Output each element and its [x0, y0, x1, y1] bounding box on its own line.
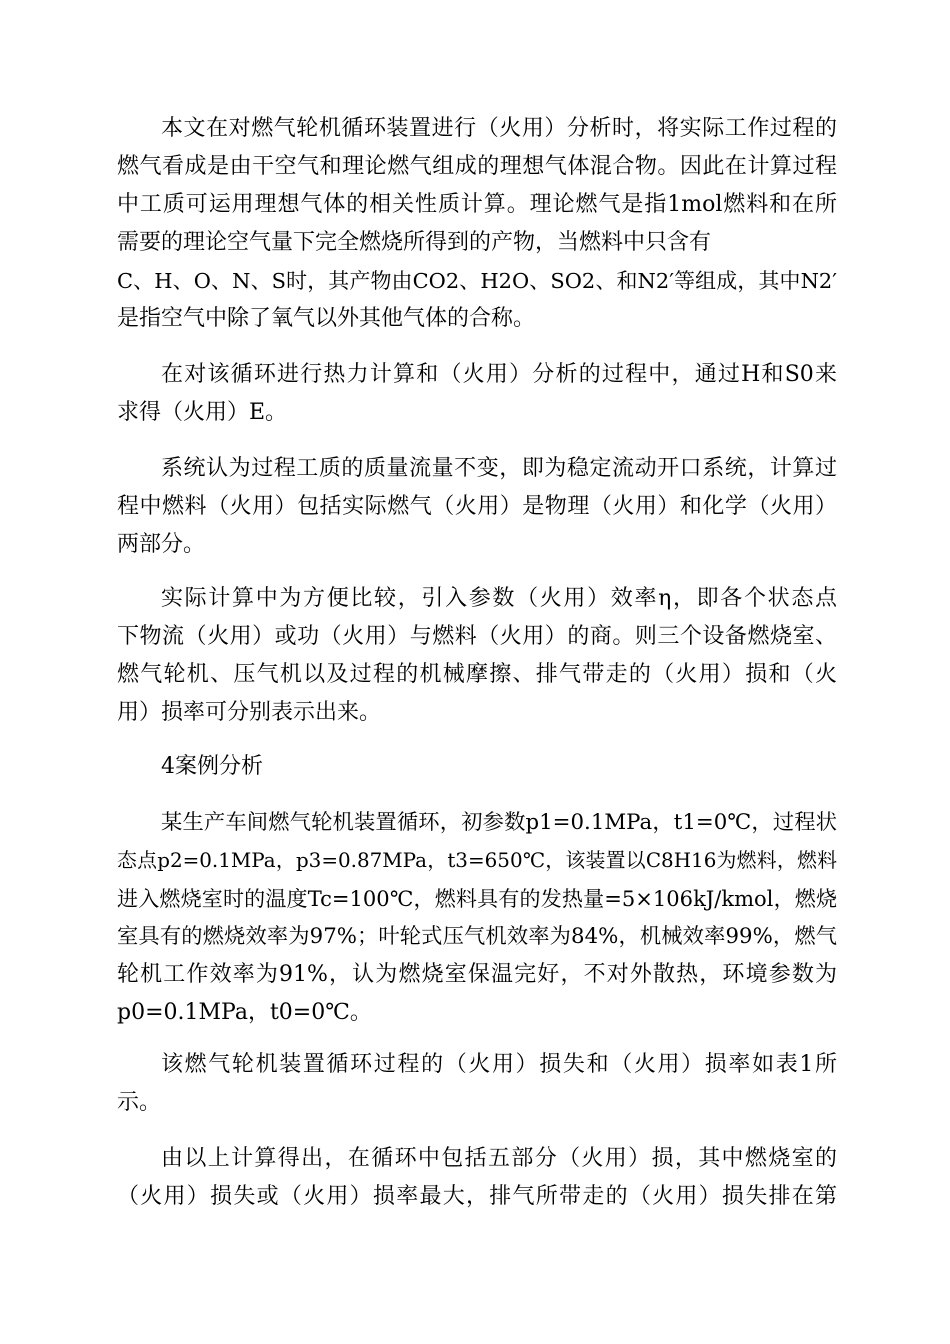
text-line: 两部分。 — [117, 532, 206, 557]
text-line: 实际计算中为方便比较，引入参数（火用）效率η，即各个状态点 — [161, 586, 837, 611]
text-line: 系统认为过程工质的质量流量不变，即为稳定流动开口系统，计算过 — [161, 456, 837, 481]
text-line: 某生产车间燃气轮机装置循环，初参数p1=0.1MPa，t1=0℃，过程状 — [161, 810, 837, 835]
paragraph-table-reference — [117, 1046, 837, 1122]
text-line: 轮机工作效率为91%，认为燃烧室保温完好，不对外散热，环境参数为 — [117, 962, 837, 987]
text-line: p0=0.1MPa，t0=0℃。 — [117, 1000, 372, 1025]
text-line: 是指空气中除了氧气以外其他气体的合称。 — [117, 306, 536, 331]
text-line: 示。 — [117, 1090, 162, 1115]
text-line: 求得（火用）E。 — [117, 400, 288, 425]
text-line: 进入燃烧室时的温度Tc=100℃，燃料具有的发热量=5×106kJ/kmol，燃烧 — [117, 886, 837, 911]
text-line: 由以上计算得出，在循环中包括五部分（火用）损，其中燃烧室的 — [161, 1146, 837, 1171]
text-line: 该燃气轮机装置循环过程的（火用）损失和（火用）损率如表1所 — [161, 1052, 837, 1077]
text-line: 用）损率可分别表示出来。 — [117, 700, 382, 725]
text-line: C、H、O、N、S时，其产物由CO2、H2O、SO2、和N2′等组成，其中N2′ — [117, 269, 837, 293]
section-heading-case-analysis — [117, 748, 837, 786]
text-line: 4案例分析 — [161, 754, 263, 779]
paragraph-mass-flow — [117, 450, 837, 564]
text-line: 在对该循环进行热力计算和（火用）分析的过程中，通过H和S0来 — [161, 362, 837, 387]
text-line: 下物流（火用）或功（火用）与燃料（火用）的商。则三个设备燃烧室、 — [117, 624, 837, 649]
text-line: 态点p2=0.1MPa，p3=0.87MPa，t3=650℃，该装置以C8H16为燃料，燃料 — [117, 849, 837, 872]
text-line: 室具有的燃烧效率为97%；叶轮式压气机效率为84%，机械效率99%，燃气 — [117, 924, 837, 949]
text-line: （火用）损失或（火用）损率最大，排气所带走的（火用）损失排在第 — [117, 1184, 837, 1209]
paragraph-thermal-calculation — [117, 356, 837, 432]
paragraph-case-parameters — [117, 804, 837, 1032]
text-line: 本文在对燃气轮机循环装置进行（火用）分析时，将实际工作过程的 — [161, 116, 837, 141]
paragraph-exergy-analysis-intro — [117, 110, 837, 338]
paragraph-exergy-efficiency — [117, 580, 837, 732]
text-line: 燃气轮机、压气机以及过程的机械摩擦、排气带走的（火用）损和（火 — [117, 662, 837, 687]
text-line: 程中燃料（火用）包括实际燃气（火用）是物理（火用）和化学（火用） — [117, 494, 837, 519]
text-line: 需要的理论空气量下完全燃烧所得到的产物，当燃料中只含有 — [117, 230, 712, 255]
text-line: 中工质可运用理想气体的相关性质计算。理论燃气是指1mol燃料和在所 — [117, 192, 837, 217]
text-line: 燃气看成是由干空气和理论燃气组成的理想气体混合物。因此在计算过程 — [117, 154, 837, 179]
paragraph-results — [117, 1140, 837, 1216]
